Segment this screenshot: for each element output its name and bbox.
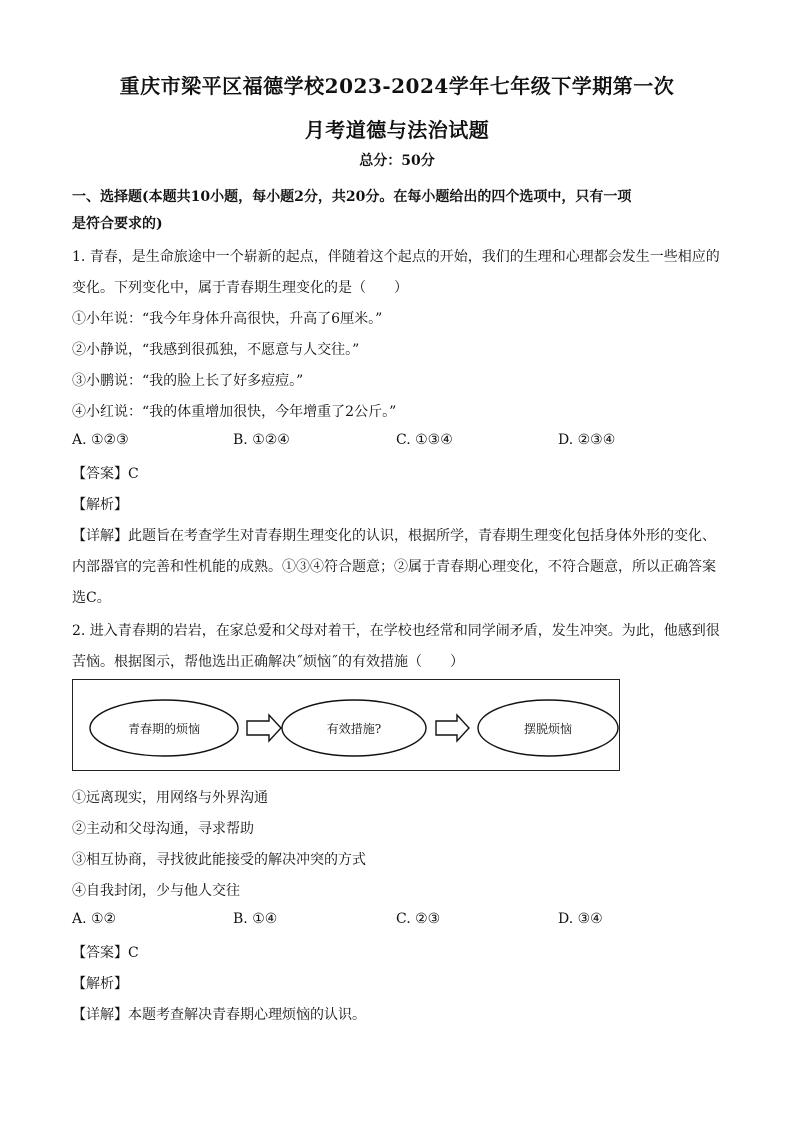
section-heading-cont: 是符合要求的) [72,216,163,232]
q2-flow-diagram [72,679,620,771]
q2-answer: 【答案】C [72,945,139,961]
q2-analysis: 【解析】 [72,976,128,992]
section-heading: 一、选择题(本题共10小题，每小题2分，共20分。在每小题给出的四个选项中，只有一项 [72,189,632,205]
q1-option-d: D. ②③④ [558,432,616,448]
flow-box-1-label: 青春期的烦恼 [127,722,200,736]
flow-box-2-label: 有效措施? [326,722,382,736]
q2-detail: 【详解】本题考查解决青春期心理烦恼的认识。 [72,1007,366,1023]
total-score: 总分：50分 [359,153,435,169]
q1-option-c: C. ①③④ [396,432,453,448]
q1-option-b: B. ①②④ [233,432,290,448]
q1-stem: 1. 青春，是生命旅途中一个崭新的起点，伴随着这个起点的开始，我们的生理和心理都会发生一些相应的 [72,249,720,265]
q1-analysis: 【解析】 [72,497,128,513]
flow-arrow-1-icon [247,715,281,741]
q1-detail-end: 选C。 [72,590,111,606]
flow-box-3-label: 摆脱烦恼 [523,722,572,736]
q2-stem: 2. 进入青春期的岩岩，在家总爱和父母对着干，在学校也经常和同学闹矛盾，发生冲突。为此，他感到很 [72,623,720,639]
q1-item-2: ②小静说，“我感到很孤独，不愿意与人交往。” [72,342,360,358]
q1-item-1: ①小年说：“我今年身体升高很快，升高了6厘米。” [72,311,383,327]
page-title: 重庆市梁平区福德学校2023-2024学年七年级下学期第一次 [119,74,675,98]
q2-item-1: ①远离现实，用网络与外界沟通 [72,790,268,806]
q1-detail: 【详解】此题旨在考查学生对青春期生理变化的认识，根据所学，青春期生理变化包括身体外形的变化、 [72,528,716,544]
q2-item-2: ②主动和父母沟通，寻求帮助 [72,821,254,837]
q2-stem-cont: 苦恼。根据图示，帮他选出正确解决˝烦恼˝的有效措施（ ） [72,654,464,670]
q2-item-3: ③相互协商，寻找彼此能接受的解决冲突的方式 [72,852,366,868]
page-subtitle: 月考道德与法治试题 [304,118,490,142]
q1-item-3: ③小鹏说：“我的脸上长了好多痘痘。” [72,373,304,389]
q2-option-d: D. ③④ [558,911,603,927]
q2-option-c: C. ②③ [396,911,441,927]
q2-item-4: ④自我封闭，少与他人交往 [72,883,240,899]
q1-option-a: A. ①②③ [72,432,129,448]
q2-option-b: B. ①④ [233,911,278,927]
q1-item-4: ④小红说：“我的体重增加很快，今年增重了2公斤。” [72,404,397,420]
q1-answer: 【答案】C [72,466,139,482]
q2-option-a: A. ①② [72,911,117,927]
q1-detail-cont: 内部器官的完善和性机能的成熟。①③④符合题意；②属于青春期心理变化，不符合题意，所以正确答案 [72,559,716,575]
flow-arrow-2-icon [436,715,469,741]
q1-stem-cont: 变化。下列变化中，属于青春期生理变化的是（ ） [72,280,408,296]
